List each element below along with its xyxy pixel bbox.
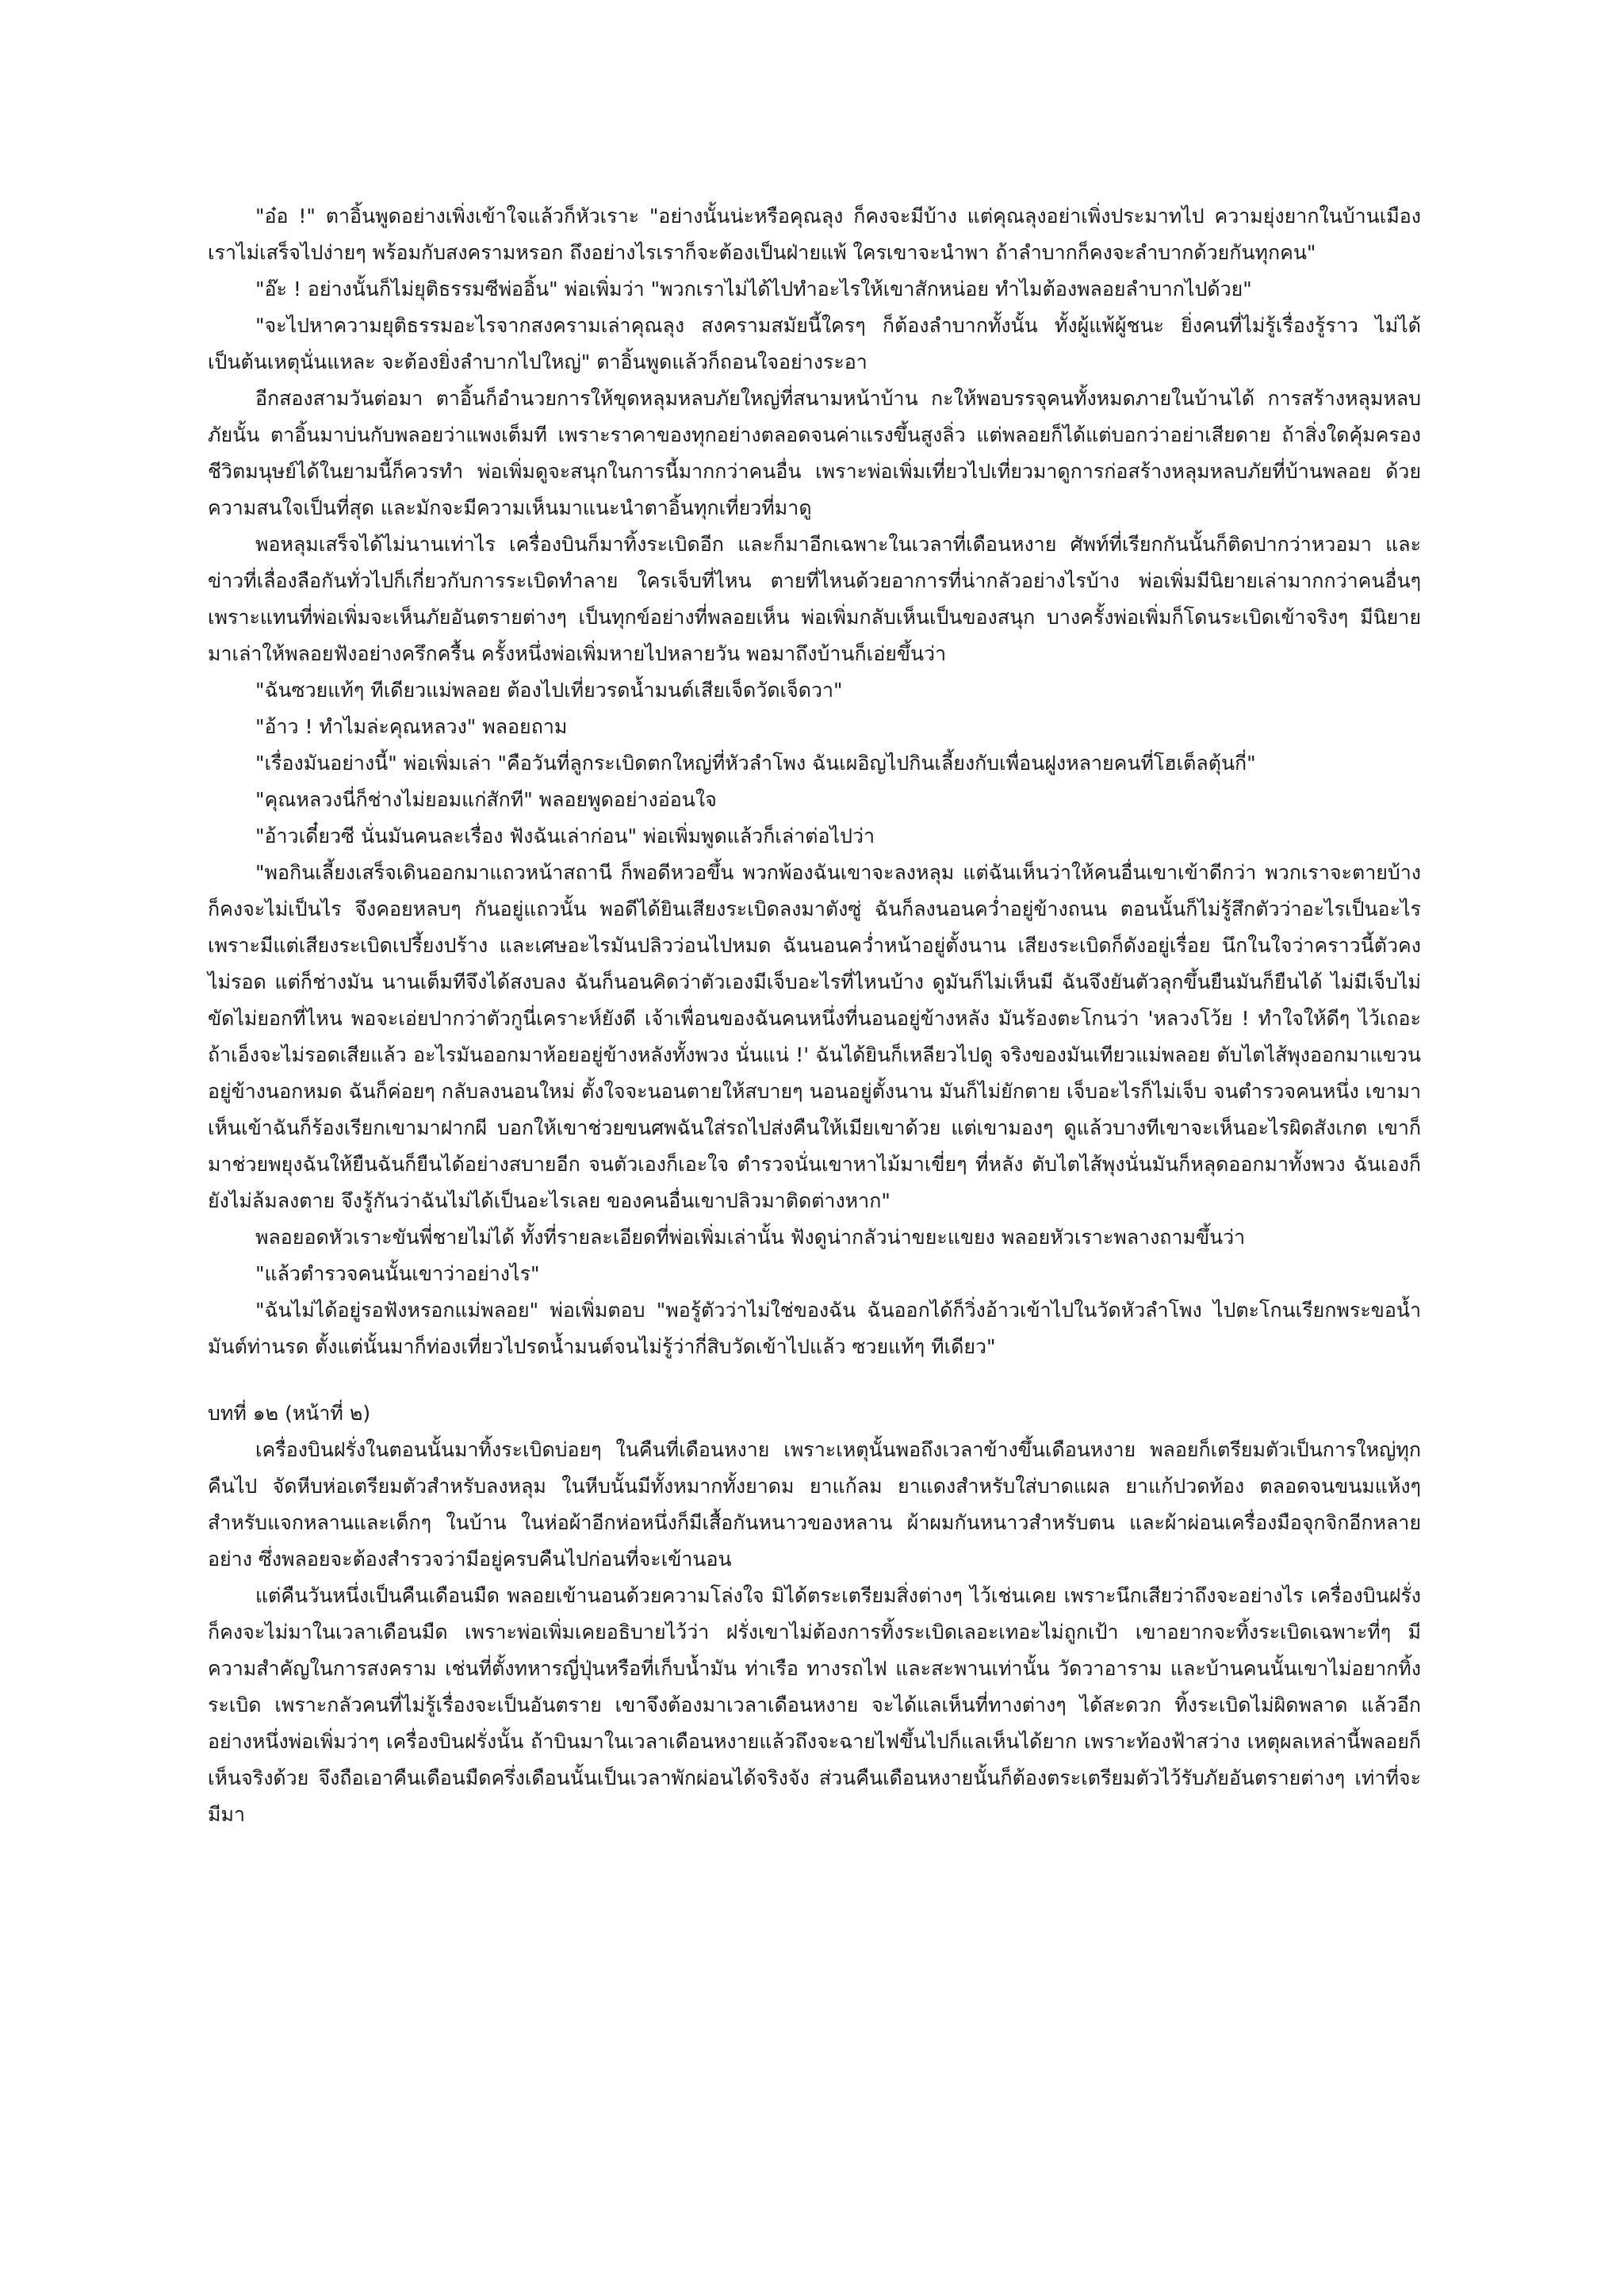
- paragraph: "จะไปหาความยุติธรรมอะไรจากสงครามเล่าคุณลุง สงครามสมัยนี้ใครๆ ก็ต้องลำบากทั้งนั้น ทั้งผู้แพ้ผู้ชนะ ยิ่งคนที่ไม่รู้เรื่องรู้ราว ไม่ได้เป็นต้นเหตุนั่นแหละ จะต้องยิ่งลำบากไปใหญ่" ตาอิ้นพูดแล้วก็ถอนใจอย่างระอา: [208, 314, 1421, 373]
- paragraph: "อ๋อ !" ตาอิ้นพูดอย่างเพิ่งเข้าใจแล้วก็หัวเราะ "อย่างนั้นน่ะหรือคุณลุง ก็คงจะมีบ้าง แต่คุณลุงอย่าเพิ่งประมาทไป ความยุ่งยากในบ้านเมืองเราไม่เสร็จไปง่ายๆ พร้อมกับสงครามหรอก ถึงอย่างไรเราก็จะต้องเป็นฝ่ายแพ้ ใครเขาจะนำพา ถ้าลำบากก็คงจะลำบากด้วยกันทุกคน": [208, 205, 1421, 264]
- paragraph: "เรื่องมันอย่างนี้" พ่อเพิ่มเล่า "คือวันที่ลูกระเบิดตกใหญ่ที่หัวลำโพง ฉันเผอิญไปกินเลี้ยงกับเพื่อนฝูงหลายคนที่โฮเต็ลตุ้นกี่": [255, 752, 1256, 775]
- chapter-heading: บทที่ ๑๒ (หน้าที่ ๒): [208, 1402, 371, 1425]
- paragraph: พอหลุมเสร็จได้ไม่นานเท่าไร เครื่องบินก็มาทิ้งระเบิดอีก และก็มาอีกเฉพาะในเวลาที่เดือนหงาย ศัพท์ที่เรียกกันนั้นก็ติดปากว่าหวอมา และข่าวที่เลื่องลือกันทั่วไปก็เกี่ยวกับการระเบิดทำลาย ใครเจ็บที่ไหน ตายที่ไหนด้วยอาการที่น่ากลัวอย่างไรบ้าง พ่อเพิ่มมีนิยายเล่ามากกว่าคนอื่นๆ เพราะแทนที่พ่อเพิ่มจะเห็นภัยอันตรายต่างๆ เป็นทุกข์อย่างที่พลอยเห็น พ่อเพิ่มกลับเห็นเป็นของสนุก บางครั้งพ่อเพิ่มก็โดนระเบิดเข้าจริงๆ มีนิยายมาเล่าให้พลอยฟังอย่างครึกครื้น ครั้งหนึ่งพ่อเพิ่มหายไปหลายวัน พอมาถึงบ้านก็เอ่ยขึ้นว่า: [208, 533, 1421, 665]
- paragraph: "ฉันซวยแท้ๆ ทีเดียวแม่พลอย ต้องไปเที่ยวรดน้ำมนต์เสียเจ็ดวัดเจ็ดวา": [255, 679, 843, 702]
- paragraph: "อ้าวเดี๋ยวซี นั่นมันคนละเรื่อง ฟังฉันเล่าก่อน" พ่อเพิ่มพูดแล้วก็เล่าต่อไปว่า: [255, 825, 875, 848]
- paragraph: เครื่องบินฝรั่งในตอนนั้นมาทิ้งระเบิดบ่อยๆ ในคืนที่เดือนหงาย เพราะเหตุนั้นพอถึงเวลาข้างขึ้นเดือนหงาย พลอยก็เตรียมตัวเป็นการใหญ่ทุกคืนไป จัดหีบห่อเตรียมตัวสำหรับลงหลุม ในหีบนั้นมีทั้งหมากทั้งยาดม ยาแก้ลม ยาแดงสำหรับใส่บาดแผล ยาแก้ปวดท้อง ตลอดจนขนมแห้งๆ สำหรับแจกหลานและเด็กๆ ในบ้าน ในห่อผ้าอีกห่อหนึ่งก็มีเสื้อกันหนาวของหลาน ผ้าผมกันหนาวสำหรับตน และผ้าผ่อนเครื่องมือจุกจิกอีกหลายอย่าง ซึ่งพลอยจะต้องสำรวจว่ามีอยู่ครบคืนไปก่อนที่จะเข้านอน: [208, 1438, 1421, 1571]
- paragraph: "พอกินเลี้ยงเสร็จเดินออกมาแถวหน้าสถานี ก็พอดีหวอขึ้น พวกพ้องฉันเขาจะลงหลุม แต่ฉันเห็นว่าให้คนอื่นเขาเข้าดีกว่า พวกเราจะตายบ้างก็คงจะไม่เป็นไร จึงคอยหลบๆ กันอยู่แถวนั้น พอดีได้ยินเสียงระเบิดลงมาตังซู่ ฉันก็ลงนอนคว่ำอยู่ข้างถนน ตอนนั้นก็ไม่รู้สึกตัวว่าอะไรเป็นอะไร เพราะมีแต่เสียงระเบิดเปรี้ยงปร้าง และเศษอะไรมันปลิวว่อนไปหมด ฉันนอนคว่ำหน้าอยู่ตั้งนาน เสียงระเบิดก็ดังอยู่เรื่อย นึกในใจว่าคราวนี้ตัวคงไม่รอด แต่ก็ช่างมัน นานเต็มทีจึงได้สงบลง ฉันก็นอนคิดว่าตัวเองมีเจ็บอะไรที่ไหนบ้าง ดูมันก็ไม่เห็นมี ฉันจึงยันตัวลุกขึ้นยืนมันก็ยืนได้ ไม่มีเจ็บไม่ขัดไม่ยอกที่ไหน พอจะเอ่ยปากว่าตัวกูนี่เคราะห์ยังดี เจ้าเพื่อนของฉันคนหนึ่งที่นอนอยู่ข้างหลัง มันร้องตะโกนว่า 'หลวงโว้ย ! ทำใจให้ดีๆ ไว้เถอะ ถ้าเอ็งจะไม่รอดเสียแล้ว อะไรมันออกมาห้อยอยู่ข้างหลังทั้งพวง นั่นแน่ !' ฉันได้ยินก็เหลียวไปดู จริงของมันเทียวแม่พลอย ตับไตไส้พุงออกมาแขวนอยู่ข้างนอกหมด ฉันก็ค่อยๆ กลับลงนอนใหม่ ตั้งใจจะนอนตายให้สบายๆ นอนอยู่ตั้งนาน มันก็ไม่ยักตาย เจ็บอะไรก็ไม่เจ็บ จนตำรวจคนหนึ่ง เขามาเห็นเข้าฉันก็ร้องเรียกเขามาฝากผี บอกให้เขาช่วยขนศพฉันใส่รถไปส่งคืนให้เมียเขาด้วย แต่เขามองๆ ดูแล้วบางทีเขาจะเห็นอะไรผิดสังเกต เขาก็มาช่วยพยุงฉันให้ยืนฉันก็ยืนได้อย่างสบายอีก จนตัวเองก็เอะใจ ตำรวจนั่นเขาหาไม้มาเขี่ยๆ ที่หลัง ตับไตไส้พุงนั่นมันก็หลุดออกมาทั้งพวง ฉันเองก็ยังไม่ล้มลงตาย จึงรู้กันว่าฉันไม่ได้เป็นอะไรเลย ของคนอื่นเขาปลิวมาติดต่างหาก": [208, 861, 1421, 1212]
- paragraph: "แล้วตำรวจคนนั้นเขาว่าอย่างไร": [255, 1262, 540, 1285]
- paragraph: "อ้าว ! ทำไมล่ะคุณหลวง" พลอยถาม: [255, 715, 568, 738]
- paragraph: พลอยอดหัวเราะขันพี่ชายไม่ได้ ทั้งที่รายละเอียดที่พ่อเพิ่มเล่านั้น ฟังดูน่ากลัวน่าขยะแขยง พลอยหัวเราะพลางถามขึ้นว่า: [255, 1226, 1246, 1249]
- paragraph: อีกสองสามวันต่อมา ตาอิ้นก็อำนวยการให้ขุดหลุมหลบภัยใหญ่ที่สนามหน้าบ้าน กะให้พอบรรจุคนทั้งหมดภายในบ้านได้ การสร้างหลุมหลบภัยนั้น ตาอิ้นมาบ่นกับพลอยว่าแพงเต็มที เพราะราคาของทุกอย่างตลอดจนค่าแรงขึ้นสูงลิ่ว แต่พลอยก็ได้แต่บอกว่าอย่าเสียดาย ถ้าสิ่งใดคุ้มครองชีวิตมนุษย์ได้ในยามนี้ก็ควรทำ พ่อเพิ่มดูจะสนุกในการนี้มากกว่าคนอื่น เพราะพ่อเพิ่มเที่ยวไปเที่ยวมาดูการก่อสร้างหลุมหลบภัยที่บ้านพลอย ด้วยความสนใจเป็นที่สุด และมักจะมีความเห็นมาแนะนำตาอิ้นทุกเที่ยวที่มาดู: [208, 387, 1421, 519]
- paragraph: "อ๊ะ ! อย่างนั้นก็ไม่ยุติธรรมซีพ่ออิ้น" พ่อเพิ่มว่า "พวกเราไม่ได้ไปทำอะไรให้เขาสักหน่อย ทำไมต้องพลอยลำบากไปด้วย": [255, 277, 1252, 300]
- paragraph: "คุณหลวงนี่ก็ช่างไม่ยอมแก่สักที" พลอยพูดอย่างอ่อนใจ: [255, 788, 717, 811]
- document-body: [208, 198, 1421, 1833]
- paragraph: แต่คืนวันหนึ่งเป็นคืนเดือนมืด พลอยเข้านอนด้วยความโล่งใจ มิได้ตระเตรียมสิ่งต่างๆ ไว้เช่นเคย เพราะนึกเสียว่าถึงจะอย่างไร เครื่องบินฝรั่งก็คงจะไม่มาในเวลาเดือนมืด เพราะพ่อเพิ่มเคยอธิบายไว้ว่า ฝรั่งเขาไม่ต้องการทิ้งระเบิดเลอะเทอะไม่ถูกเป้า เขาอยากจะทิ้งระเบิดเฉพาะที่ๆ มีความสำคัญในการสงคราม เช่นที่ตั้งทหารญี่ปุ่นหรือที่เก็บน้ำมัน ท่าเรือ ทางรถไฟ และสะพานเท่านั้น วัดวาอาราม และบ้านคนนั้นเขาไม่อยากทิ้งระเบิด เพราะกลัวคนที่ไม่รู้เรื่องจะเป็นอันตราย เขาจึงต้องมาเวลาเดือนหงาย จะได้แลเห็นที่ทางต่างๆ ได้สะดวก ทิ้งระเบิดไม่ผิดพลาด แล้วอีกอย่างหนึ่งพ่อเพิ่มว่าๆ เครื่องบินฝรั่งนั้น ถ้าบินมาในเวลาเดือนหงายแล้วถึงจะฉายไฟขึ้นไปก็แลเห็นได้ยาก เพราะท้องฟ้าสว่าง เหตุผลเหล่านี้พลอยก็เห็นจริงด้วย จึงถือเอาคืนเดือนมืดครึ่งเดือนนั้นเป็นเวลาพักผ่อนได้จริงจัง ส่วนคืนเดือนหงายนั้นก็ต้องตระเตรียมตัวไว้รับภัยอันตรายต่างๆ เท่าที่จะมีมา: [208, 1584, 1421, 1826]
- paragraph: "ฉันไม่ได้อยู่รอฟังหรอกแม่พลอย" พ่อเพิ่มตอบ "พอรู้ตัวว่าไม่ใช่ของฉัน ฉันออกได้ก็วิ่งอ้าวเข้าไปในวัดหัวลำโพง ไปตะโกนเรียกพระขอน้ำมันต์ท่านรด ตั้งแต่นั้นมาก็ท่องเที่ยวไปรดน้ำมนต์จนไม่รู้ว่ากี่สิบวัดเข้าไปแล้ว ซวยแท้ๆ ทีเดียว": [208, 1299, 1421, 1358]
